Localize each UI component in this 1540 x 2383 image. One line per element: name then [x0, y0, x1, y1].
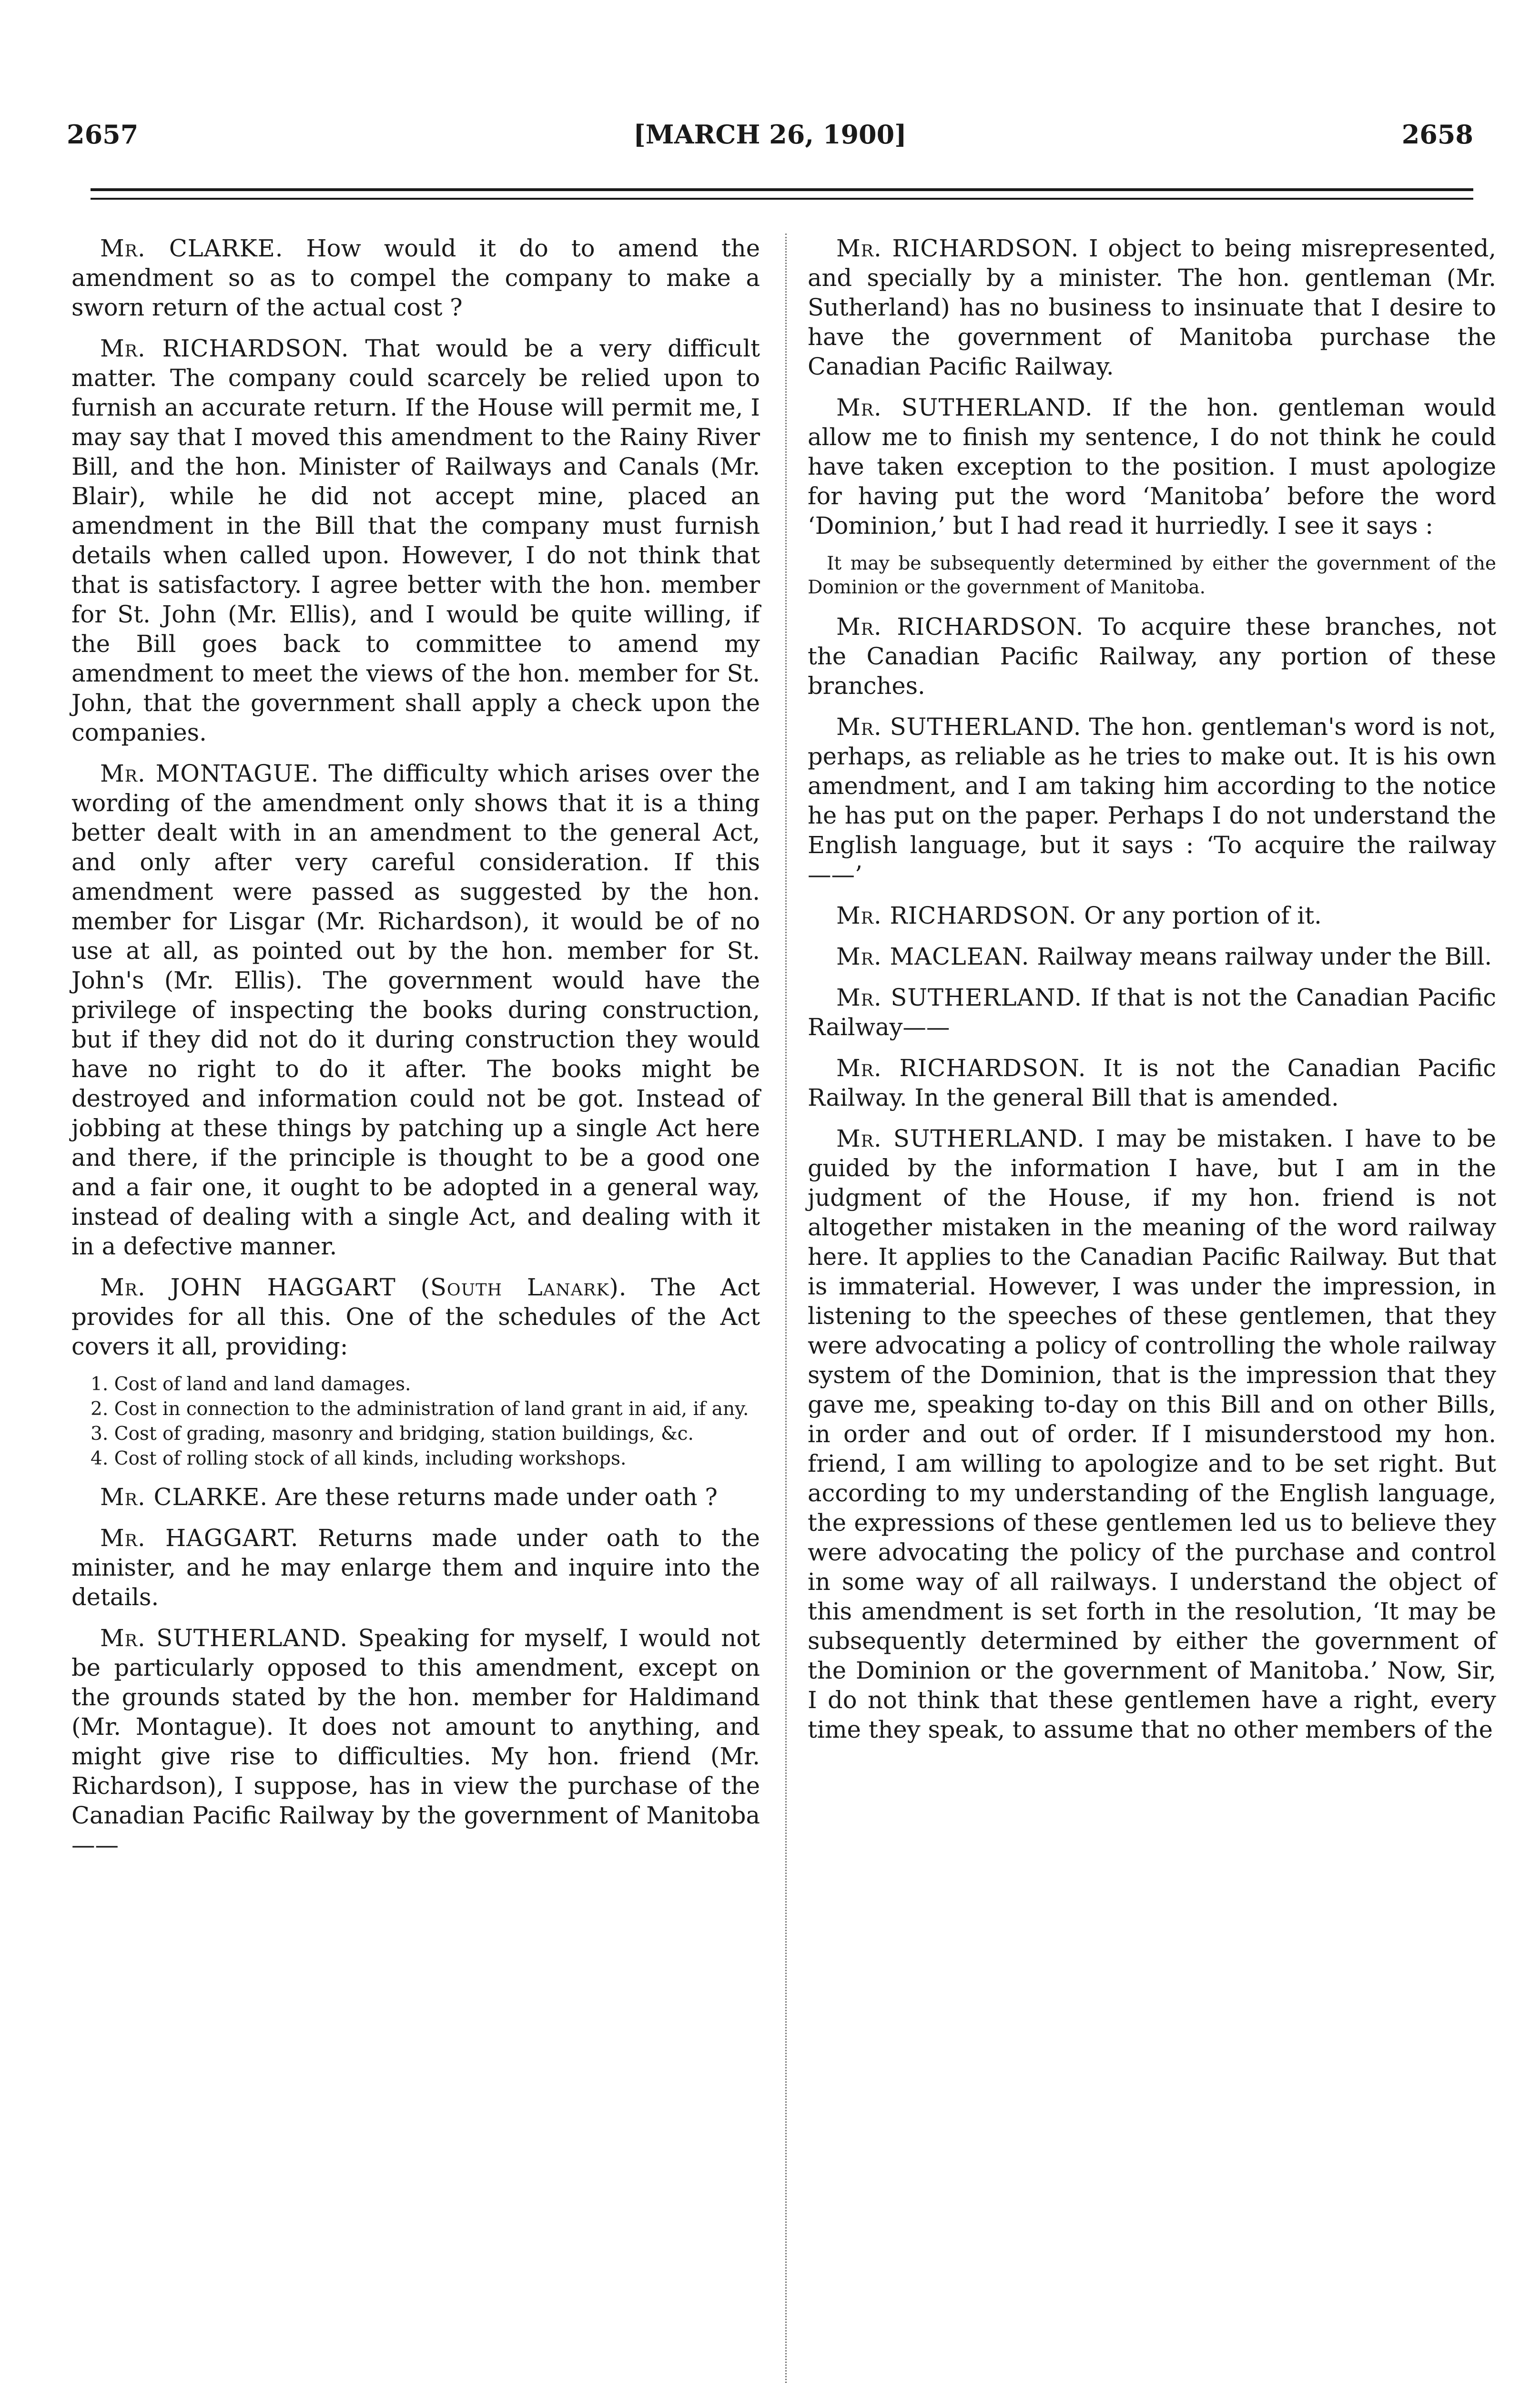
speaker-name: Mr. CLARKE. [100, 234, 284, 262]
speaker-name: Mr. RICHARDSON. [100, 335, 349, 362]
column-divider [785, 234, 787, 2383]
speech-text: If that is not the Canadian Pacific Railway—— [808, 984, 1497, 1041]
speech [808, 612, 1496, 701]
speech-text: The Act provides for all this. One of the schedules of the Act covers it all, providing: [71, 1273, 760, 1360]
page-number-left: 2657 [67, 119, 139, 150]
speech-text: Returns made under oath to the minister, and he may enlarge them and inquire into the details. [71, 1524, 760, 1611]
page-date: [MARCH 26, 1900] [633, 119, 907, 150]
speech [808, 942, 1496, 971]
speaker-name: Mr. RICHARDSON. [836, 1054, 1086, 1082]
speech-text: How would it do to amend the amendment so as to compel the company to make a sworn return of the actual cost ? [71, 234, 760, 321]
speech [808, 234, 1496, 381]
speaker-name: Mr. CLARKE. [100, 1483, 268, 1511]
speech [71, 334, 760, 747]
speech [71, 234, 760, 322]
speech [71, 1523, 760, 1612]
speaker-name: Mr. SUTHERLAND. [836, 394, 1093, 421]
speech-text: Speaking for myself, I would not be particularly opposed to this amendment, except on the grounds stated by the hon. member for Haldimand (Mr. Montague). It does not amount to anything, and might give rise to difficulties. My hon. friend (Mr. Richardson), I suppose, has in view the purchase of the Canadian Pacific Railway by the government of Manitoba—— [71, 1624, 760, 1859]
speech-text: Or any portion of it. [1084, 902, 1322, 929]
schedule-item: 3. Cost of grading, masonry and bridging, station buildings, &c. [91, 1423, 694, 1445]
speaker-name: Mr. SUTHERLAND. [836, 1125, 1085, 1152]
speech [808, 1124, 1496, 1744]
speech [808, 1053, 1496, 1112]
speech [808, 393, 1496, 540]
speaker-name: Mr. MACLEAN. [836, 943, 1030, 970]
speaker-name: Mr. HAGGART. [100, 1524, 299, 1552]
speech [808, 901, 1496, 930]
page-number-right: 2658 [1401, 119, 1473, 150]
header-rule-thick [91, 188, 1473, 191]
speech-text: I may be mistaken. I have to be guided by the information I have, but I am in the judgment of the House, if my hon. friend is not altogether mistaken in the meaning of the word railway here. It applies to the Canadian Pacific Railway. But that is immaterial. However, I was under the impression, in listening to the speeches of these gentlemen, that they were advocating a policy of controlling the whole railway system of the Dominion, that is the impression that they gave me, speaking to-day on this Bill and on other Bills, in order and out of order. If I misunderstood my hon. friend, I am willing to apologize and to be set right. But according to my understanding of the English language, the expressions of these gentlemen led us to believe they were advocating the policy of the purchase and control in some way of all railways. I understand the object of this amendment is set forth in the resolution, ‘It may be subsequently determined by either the government of the Dominion or the government of Manitoba.’ Now, Sir, I do not think that these gentlemen have a right, every time they speak, to assume that no other members of the [808, 1125, 1496, 1743]
speaker-name: Mr. RICHARDSON. [836, 613, 1084, 641]
schedule-item: 2. Cost in connection to the administration of land grant in aid, if any. [91, 1398, 749, 1420]
speaker-name: Mr. RICHARDSON. [836, 902, 1077, 929]
speaker-name: Mr. JOHN HAGGART (South Lanark). [100, 1273, 627, 1301]
speech-text: The hon. gentleman's word is not, perhaps, as reliable as he tries to make out. It is his own amendment, and I am taking him according to the notice he has put on the paper. Perhaps I do not understand the English language, but it says : ‘To acquire the railway——’ [808, 713, 1496, 888]
speech [71, 1623, 760, 1860]
speaker-name: Mr. MONTAGUE. [100, 760, 319, 787]
speaker-name: Mr. SUTHERLAND. [836, 713, 1082, 741]
schedule-item: 4. Cost of rolling stock of all kinds, including workshops. [91, 1448, 627, 1469]
speech [71, 1482, 760, 1512]
speaker-name: Mr. SUTHERLAND. [836, 984, 1083, 1011]
speech-text: I object to being misrepresented, and specially by a minister. The hon. gentleman (Mr. Sutherland) has no business to insinuate that I desire to have the government of Manitoba purchase the Canadian Pacific Railway. [808, 234, 1496, 380]
schedule-item: 1. Cost of land and land damages. [91, 1374, 411, 1395]
speech-text: That would be a very difficult matter. The company could scarcely be relied upon to furnish an accurate return. If the House will permit me, I may say that I moved this amendment to the Rainy River Bill, and the hon. Minister of Railways and Canals (Mr. Blair), while he did not accept mine, placed an amendment in the Bill that the company must furnish details when called upon. However, I do not think that that is satisfactory. I agree better with the hon. member for St. John (Mr. Ellis), and I would be quite willing, if the Bill goes back to committee to amend my amendment to meet the views of the hon. member for St. John, that the government shall apply a check upon the companies. [71, 335, 760, 746]
right-column [808, 234, 1496, 1756]
quoted-resolution: It may be subsequently determined by either the government of the Dominion or the government of Manitoba. [808, 553, 1496, 598]
speech-text: If the hon. gentleman would allow me to finish my sentence, I do not think he could have taken exception to the position. I must apologize for having put the word ‘Manitoba’ before the word ‘Dominion,’ but I had read it hurriedly. I see it says : [808, 394, 1496, 540]
speech [808, 712, 1496, 889]
speech [71, 1273, 760, 1361]
page-header [67, 119, 1473, 157]
left-column [71, 234, 760, 1871]
speech-text: Are these returns made under oath ? [275, 1483, 718, 1511]
speech-text: To acquire these branches, not the Canadian Pacific Railway, any portion of these branches. [808, 613, 1496, 700]
speaker-name: Mr. RICHARDSON. [836, 234, 1079, 262]
speech [808, 983, 1496, 1042]
speech [71, 759, 760, 1261]
speech-text: Railway means railway under the Bill. [1037, 943, 1492, 970]
speech-text: It is not the Canadian Pacific Railway. In the general Bill that is amended. [808, 1054, 1496, 1111]
speech-text: The difficulty which arises over the wording of the amendment only shows that it is a thing better dealt with in an amendment to the general Act, and only after very careful consideration. If this amendment were passed as suggested by the hon. member for Lisgar (Mr. Richardson), it would be of no use at all, as pointed out by the hon. member for St. John's (Mr. Ellis). The government would have the privilege of inspecting the books during construction, but if they did not do it during construction they would have no right to do it after. The books might be destroyed and information could not be got. Instead of jobbing at these things by patching up a single Act here and there, if the principle is thought to be a good one and a fair one, it ought to be adopted in a general way, instead of dealing with a single Act, and dealing with it in a defective manner. [71, 760, 760, 1260]
header-rule-thin [91, 198, 1473, 200]
speaker-name: Mr. SUTHERLAND. [100, 1624, 348, 1652]
